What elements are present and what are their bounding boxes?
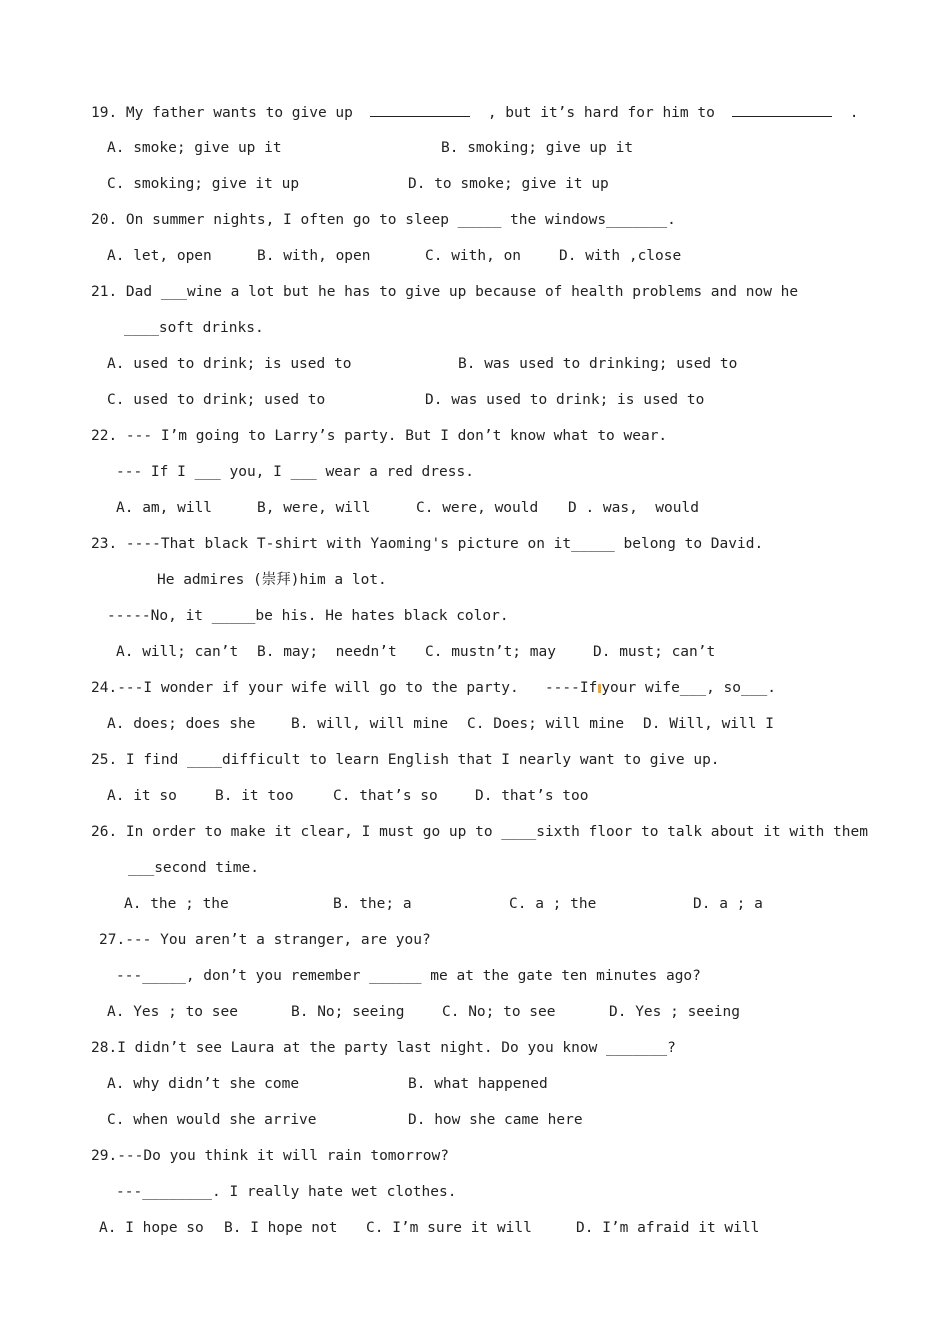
question-27-stem: 27.--- You aren’t a stranger, are you?	[99, 932, 431, 948]
question-24-option-a: A. does; does she	[107, 716, 256, 732]
question-29-option-a: A. I hope so	[99, 1220, 204, 1236]
question-26-option-b: B. the; a	[333, 896, 412, 912]
question-26-option-d: D. a ; a	[693, 896, 763, 912]
question-24-option-d: D. Will, will I	[643, 716, 774, 732]
question-stem-part: 19. My father wants to give up	[91, 105, 353, 121]
question-23-option-b: B. may; needn’t	[257, 644, 397, 660]
question-19-option-d: D. to smoke; give it up	[408, 176, 609, 192]
question-20-option-c: C. with, on	[425, 248, 522, 264]
question-23-option-d: D. must; can’t	[593, 644, 716, 660]
question-19-option-a: A. smoke; give up it	[107, 140, 282, 156]
question-25-option-b: B. it too	[215, 788, 294, 804]
question-23-option-a: A. will; can’t	[116, 644, 239, 660]
answer-blank	[370, 102, 470, 117]
question-19-stem	[91, 102, 859, 123]
question-28-option-c: C. when would she arrive	[107, 1112, 317, 1128]
question-29-option-d: D. I’m afraid it will	[576, 1220, 760, 1236]
question-20-stem: 20. On summer nights, I often go to sleep _____ the windows_______.	[91, 212, 676, 228]
question-stem-part: your wife___, so___.	[601, 680, 776, 696]
question-21-option-b: B. was used to drinking; used to	[458, 356, 738, 372]
question-stem-part: .	[849, 105, 859, 121]
question-19-option-c: C. smoking; give it up	[107, 176, 300, 192]
question-21-stem: 21. Dad ___wine a lot but he has to give up because of health problems and now he	[91, 284, 799, 300]
question-22-reply: --- If I ___ you, I ___ wear a red dress.	[116, 464, 474, 480]
question-26-option-c: C. a ; the	[509, 896, 597, 912]
question-20-option-b: B. with, open	[257, 248, 371, 264]
question-27-option-b: B. No; seeing	[291, 1004, 405, 1020]
question-29-reply: ---________. I really hate wet clothes.	[116, 1184, 457, 1200]
question-22-option-b: B, were, will	[257, 500, 371, 516]
question-27-option-a: A. Yes ; to see	[107, 1004, 238, 1020]
question-22-option-a: A. am, will	[116, 500, 213, 516]
question-26-stem: 26. In order to make it clear, I must go up to ____sixth floor to talk about it with them	[91, 824, 868, 840]
question-21-option-d: D. was used to drink; is used to	[425, 392, 705, 408]
question-28-stem: 28.I didn’t see Laura at the party last night. Do you know _______?	[91, 1040, 676, 1056]
question-23-option-c: C. mustn’t; may	[425, 644, 556, 660]
question-20-option-a: A. let, open	[107, 248, 212, 264]
question-26-option-a: A. the ; the	[124, 896, 229, 912]
question-23-stem-continued: He admires (崇拜)him a lot.	[157, 572, 387, 588]
question-22-option-c: C. were, would	[416, 500, 539, 516]
question-29-option-b: B. I hope not	[224, 1220, 338, 1236]
question-25-stem: 25. I find ____difficult to learn English that I nearly want to give up.	[91, 752, 720, 768]
question-28-option-d: D. how she came here	[408, 1112, 583, 1128]
question-25-option-c: C. that’s so	[333, 788, 438, 804]
question-23-reply: -----No, it _____be his. He hates black color.	[107, 608, 509, 624]
question-stem-part: 24.---I wonder if your wife will go to the party. ----If	[91, 680, 598, 696]
question-24-stem	[91, 678, 776, 698]
question-22-stem: 22. --- I’m going to Larry’s party. But I don’t know what to wear.	[91, 428, 668, 444]
question-19-option-b: B. smoking; give up it	[441, 140, 634, 156]
question-27-option-d: D. Yes ; seeing	[609, 1004, 740, 1020]
question-24-option-b: B. will, will mine	[291, 716, 449, 732]
question-27-option-c: C. No; to see	[442, 1004, 556, 1020]
question-25-option-d: D. that’s too	[475, 788, 589, 804]
question-25-option-a: A. it so	[107, 788, 177, 804]
question-21-stem-continued: ____soft drinks.	[124, 320, 264, 336]
question-21-option-c: C. used to drink; used to	[107, 392, 326, 408]
question-28-option-a: A. why didn’t she come	[107, 1076, 300, 1092]
question-21-option-a: A. used to drink; is used to	[107, 356, 352, 372]
answer-blank	[732, 102, 832, 117]
question-24-option-c: C. Does; will mine	[467, 716, 625, 732]
question-26-stem-continued: ___second time.	[128, 860, 259, 876]
question-20-option-d: D. with ,close	[559, 248, 682, 264]
question-22-option-d: D . was, would	[568, 500, 699, 516]
question-29-stem: 29.---Do you think it will rain tomorrow?	[91, 1148, 449, 1164]
question-23-stem: 23. ----That black T-shirt with Yaoming's picture on it_____ belong to David.	[91, 536, 764, 552]
question-29-option-c: C. I’m sure it will	[366, 1220, 532, 1236]
question-stem-part: , but it’s hard for him to	[487, 105, 715, 121]
question-27-reply: ---_____, don’t you remember ______ me at the gate ten minutes ago?	[116, 968, 701, 984]
question-28-option-b: B. what happened	[408, 1076, 548, 1092]
